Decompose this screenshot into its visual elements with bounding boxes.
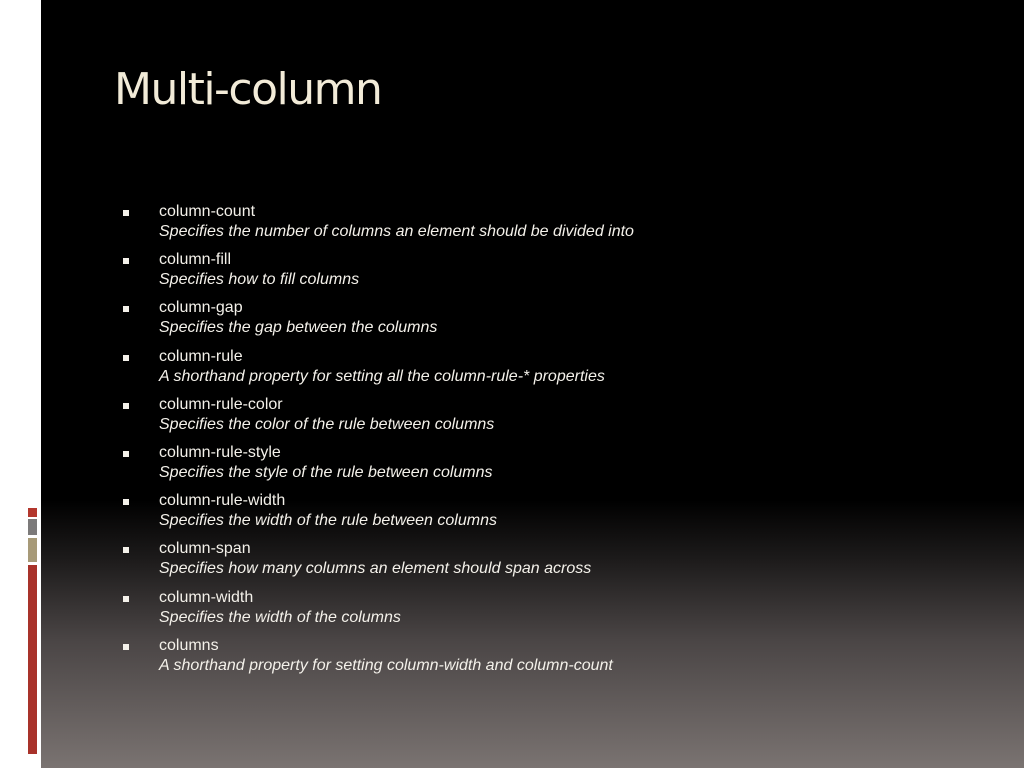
property-name: column-rule-color <box>159 395 283 413</box>
property-list <box>120 202 1000 684</box>
list-item <box>120 539 1000 587</box>
property-description: Specifies how to fill columns <box>159 271 360 289</box>
property-name: column-rule-style <box>159 443 281 461</box>
square-bullet-icon <box>123 210 129 216</box>
list-item <box>120 491 1000 539</box>
list-item <box>120 636 1000 684</box>
property-description: A shorthand property for setting all the column-rule-* properties <box>159 367 605 385</box>
property-description: Specifies the style of the rule between columns <box>159 463 493 481</box>
list-item <box>120 347 1000 395</box>
list-item <box>120 443 1000 491</box>
list-item <box>120 298 1000 346</box>
accent-square-red <box>28 508 37 517</box>
square-bullet-icon <box>123 306 129 312</box>
property-name: column-gap <box>159 299 243 317</box>
property-name: column-count <box>159 203 256 220</box>
accent-bar-red <box>28 565 37 754</box>
property-description: Specifies how many columns an element should span across <box>159 560 592 578</box>
square-bullet-icon <box>123 499 129 505</box>
property-name: column-width <box>159 588 254 606</box>
property-description: Specifies the number of columns an element should be divided into <box>159 223 634 240</box>
property-name: column-rule <box>159 347 243 365</box>
square-bullet-icon <box>123 596 129 602</box>
property-name: column-span <box>159 540 251 558</box>
square-bullet-icon <box>123 547 129 553</box>
list-item <box>120 250 1000 298</box>
square-bullet-icon <box>123 451 129 457</box>
left-margin-band <box>0 0 41 768</box>
slide-title: Multi-column <box>114 64 382 115</box>
accent-block-tan <box>28 538 37 562</box>
accent-block-grey <box>28 519 37 535</box>
property-name: columns <box>159 636 219 654</box>
property-description: Specifies the color of the rule between columns <box>159 415 495 433</box>
square-bullet-icon <box>123 355 129 361</box>
square-bullet-icon <box>123 403 129 409</box>
property-name: column-fill <box>159 251 232 269</box>
list-item <box>120 395 1000 443</box>
property-description: Specifies the width of the columns <box>159 608 401 626</box>
square-bullet-icon <box>123 644 129 650</box>
property-description: Specifies the width of the rule between columns <box>159 512 497 530</box>
list-item <box>120 202 1000 250</box>
list-item <box>120 588 1000 636</box>
property-description: A shorthand property for setting column-width and column-count <box>159 656 613 674</box>
property-description: Specifies the gap between the columns <box>159 319 438 337</box>
square-bullet-icon <box>123 258 129 264</box>
property-name: column-rule-width <box>159 492 286 510</box>
